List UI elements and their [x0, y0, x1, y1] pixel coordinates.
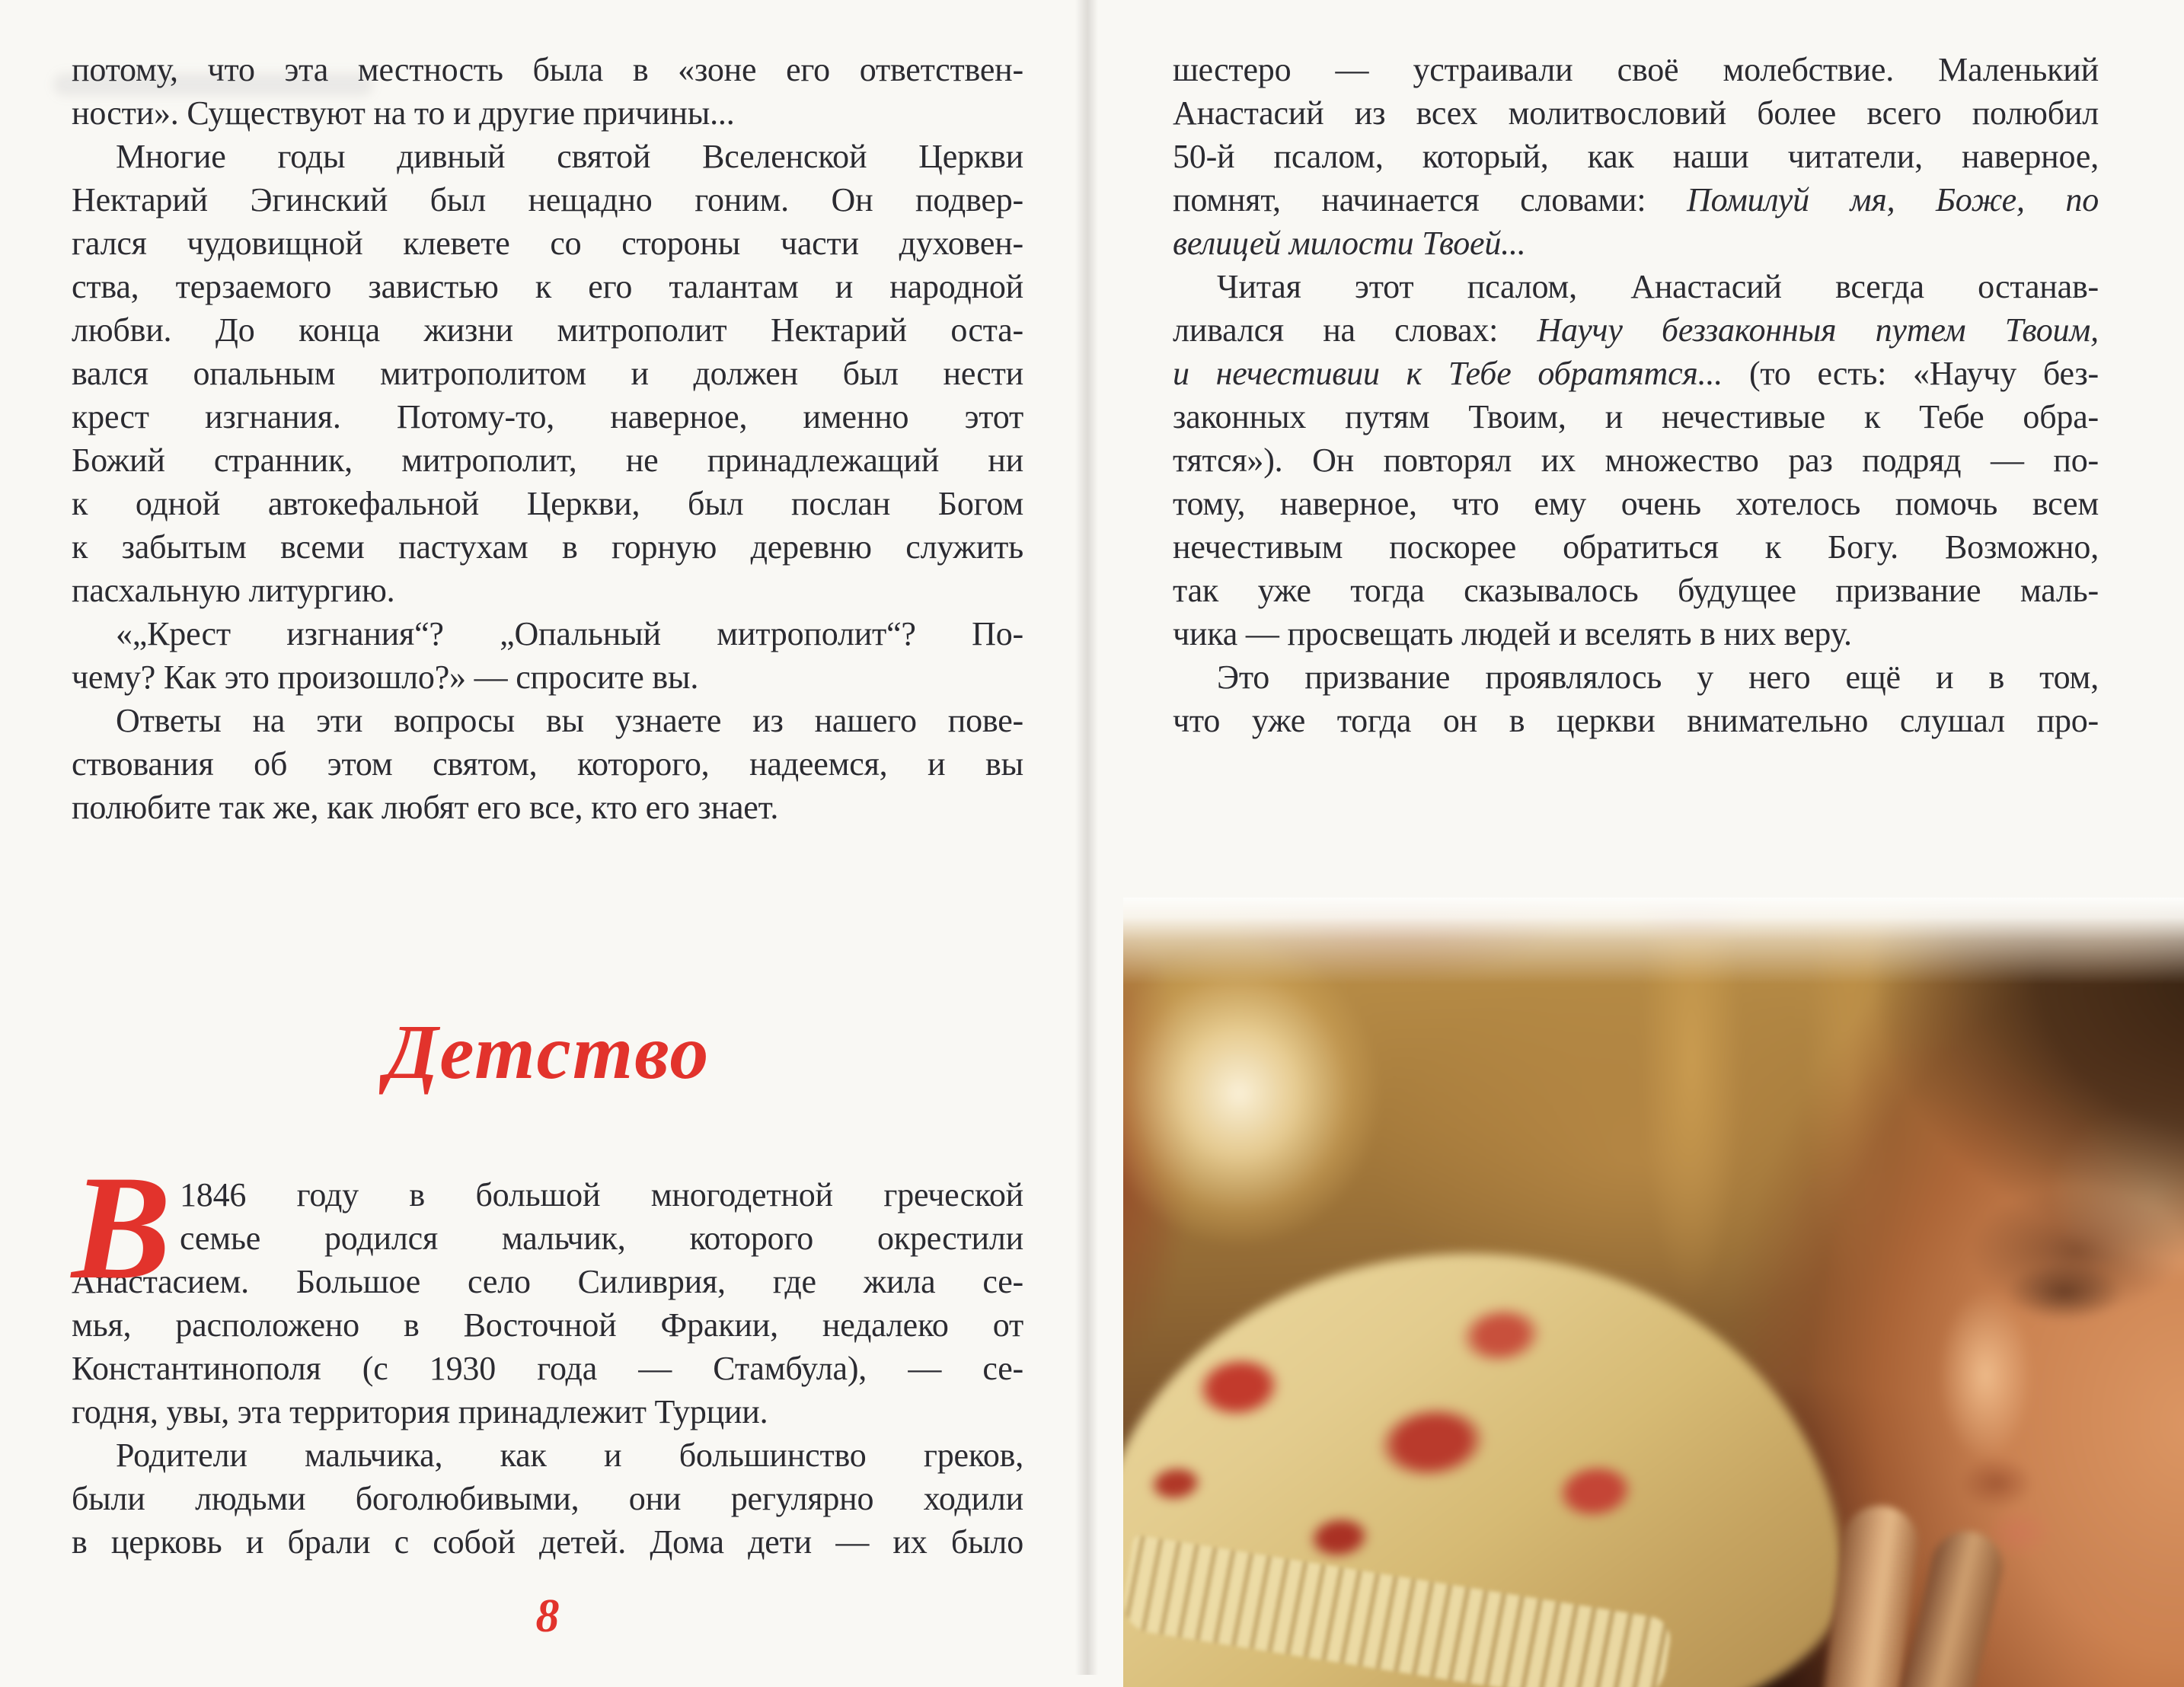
- text-line: гался чудовищной клевете со стороны части духовен-: [72, 225, 1023, 262]
- text-line: к одной автокефальной Церкви, был послан Богом: [72, 485, 1023, 522]
- text-line: тятся»). Он повторял их множество раз подряд — по-: [1173, 442, 2099, 479]
- text-line: крест изгнания. Потому-то, наверное, именно этот: [72, 398, 1023, 435]
- text-line: чему? Как это произошло?» — спросите вы.: [72, 659, 699, 696]
- text-line: Нектарий Эгинский был нещадно гоним. Он подвер-: [72, 181, 1023, 218]
- text-line: любви. До конца жизни митрополит Нектарий оста-: [72, 311, 1023, 349]
- text-line: Анастасий из всех молитвословий более всего полюбил: [1173, 94, 2099, 132]
- right-text-column: [1173, 48, 2099, 742]
- text-line: Родители мальчика, как и большинство греков,: [116, 1437, 1023, 1474]
- childhood-paragraph: [72, 1145, 1023, 1564]
- text-line: Божий странник, митрополит, не принадлежащий ни: [72, 442, 1023, 479]
- photo-boy-praying: [1123, 898, 2184, 1687]
- text-line: и нечестивии к Тебе обратятся... (то есть: «Научу без-: [1173, 355, 2099, 392]
- text-line: чика — просвещать людей и вселять в них веру.: [1173, 615, 1852, 652]
- text-line: пасхальную литургию.: [72, 572, 395, 609]
- text-line: ствования об этом святом, которого, надеемся, и вы: [72, 745, 1023, 783]
- text-line: 50-й псалом, который, как наши читатели, наверное,: [1173, 138, 2099, 175]
- text-line: Анастасием. Большое село Силиврия, где жила се-: [72, 1263, 1023, 1300]
- text-line: Многие годы дивный святой Вселенской Церкви: [116, 138, 1023, 175]
- text-line: годня, увы, эта территория принадлежит Турции.: [72, 1393, 768, 1430]
- text-line: мья, расположено в Восточной Фракии, недалеко от: [72, 1306, 1023, 1344]
- text-line: помнят, начинается словами: Помилуй мя, Боже, по: [1173, 181, 2099, 218]
- text-line: нечестивым поскорее обратиться к Богу. Возможно,: [1173, 528, 2099, 566]
- text-line: ливался на словах: Научу беззаконныя путем Твоим,: [1173, 311, 2099, 349]
- left-text-column: [72, 48, 1023, 829]
- text-line: Константинополя (с 1930 года — Стамбула), — се-: [72, 1350, 1023, 1387]
- text-line: так уже тогда сказывалось будущее призвание маль-: [1173, 572, 2099, 609]
- text-line: были людьми боголюбивыми, они регулярно ходили: [72, 1480, 1023, 1517]
- text-line: «„Крест изгнания“? „Опальный митрополит“? По-: [116, 615, 1023, 652]
- text-line: к забытым всеми пастухам в горную деревню служить: [72, 528, 1023, 566]
- text-line: потому, что эта местность была в «зоне его ответствен-: [72, 51, 1023, 88]
- text-line: ства, терзаемого завистью к его талантам и народной: [72, 268, 1023, 305]
- page-right: [1173, 48, 2099, 742]
- text-line: полюбите так же, как любят его все, кто его знает.: [72, 789, 779, 826]
- text-line: шестеро — устраивали своё молебствие. Маленький: [1173, 51, 2099, 88]
- text-line: 1846 году в большой многодетной греческой: [180, 1176, 1023, 1213]
- text-line: тому, наверное, что ему очень хотелось помочь всем: [1173, 485, 2099, 522]
- drop-cap-letter: В: [72, 1145, 171, 1310]
- page-number: 8: [535, 1590, 560, 1642]
- gutter-shadow: [1075, 0, 1098, 1675]
- text-line: законных путям Твоим, и нечестивые к Тебе обра-: [1173, 398, 2099, 435]
- text-line: ности». Существуют на то и другие причины...: [72, 94, 735, 132]
- text-line: Читая этот псалом, Анастасий всегда останав-: [1217, 268, 2099, 305]
- text-line: в церковь и брали с собой детей. Дома дети — их было: [72, 1523, 1023, 1561]
- text-line: что уже тогда он в церкви внимательно слушал про-: [1173, 702, 2099, 739]
- text-line: семье родился мальчик, которого окрестили: [180, 1220, 1023, 1257]
- text-line: Это призвание проявлялось у него ещё и в том,: [1217, 659, 2099, 696]
- page-left: [72, 48, 1023, 1643]
- text-line: Ответы на эти вопросы вы узнаете из нашего пове-: [116, 702, 1023, 739]
- section-heading: Детство: [385, 1009, 710, 1095]
- text-line: велицей милости Твоей...: [1173, 225, 1526, 262]
- text-line: вался опальным митрополитом и должен был нести: [72, 355, 1023, 392]
